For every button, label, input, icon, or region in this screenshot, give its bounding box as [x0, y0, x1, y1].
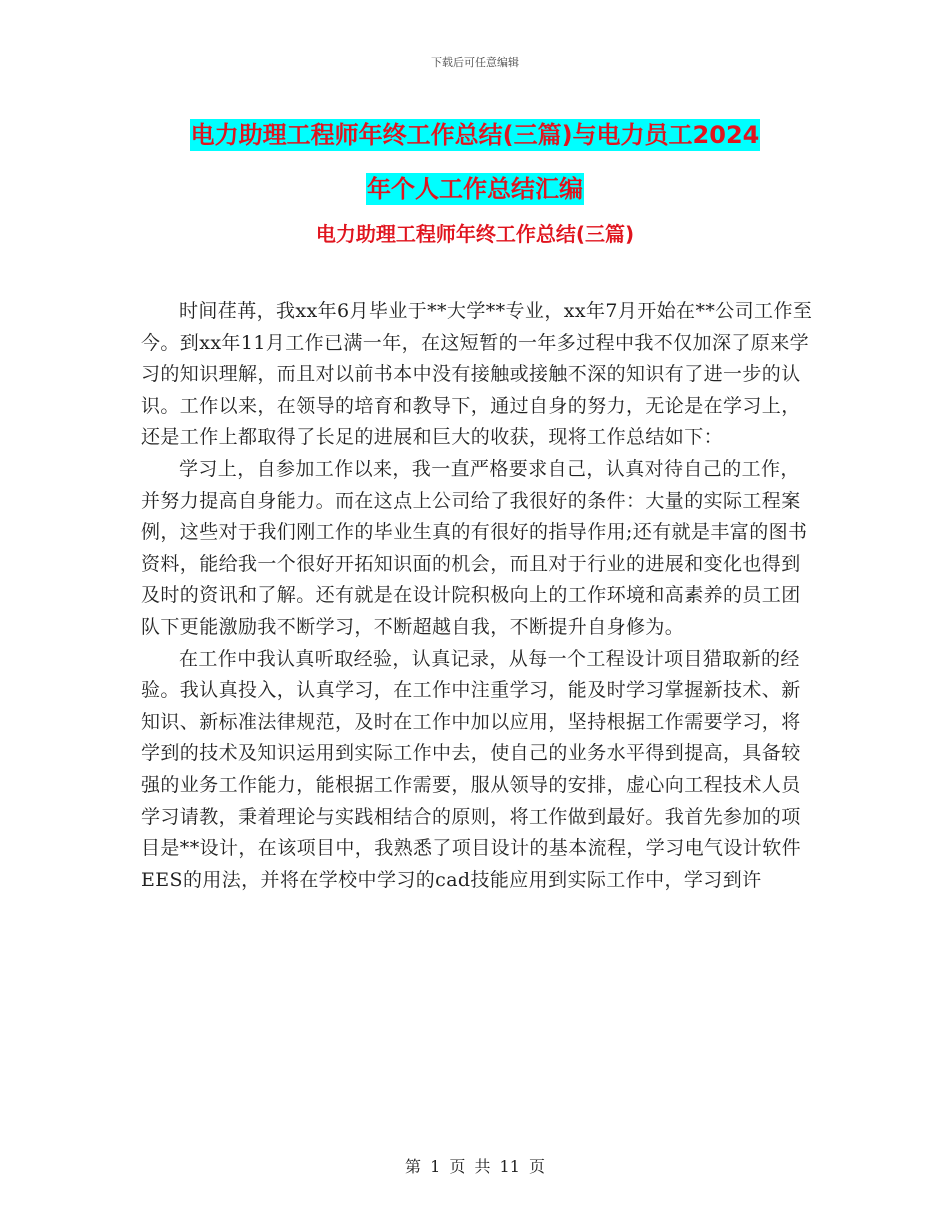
document-title-line2: 年个人工作总结汇编	[367, 175, 583, 203]
paragraph: 时间荏苒，我xx年6月毕业于**大学**专业，xx年7月开始在**公司工作至今。到xx年11月工作已满一年，在这短暂的一年多过程中我不仅加深了原来学习的知识理解，而且对以前书本中没有接触或接触不深的知识有了进一步的认识。工作以来，在领导的培育和教导下，通过自身的努力，无论是在学习上，还是工作上都取得了长足的进展和巨大的收获，现将工作总结如下：	[141, 300, 813, 449]
paragraph: 在工作中我认真听取经验，认真记录，从每一个工程设计项目猎取新的经验。我认真投入，认真学习，在工作中注重学习，能及时学习掌握新技术、新知识、新标准法律规范，及时在工作中加以应用，坚持根据工作需要学习，将学到的技术及知识运用到实际工作中去，使自己的业务水平得到提高，具备较强的业务工作能力，能根据工作需要，服从领导的安排，虚心向工程技术人员学习请教，秉着理论与实践相结合的原则，将工作做到最好。我首先参加的项目是**设计，在该项目中，我熟悉了项目设计的基本流程，学习电气设计软件EES的用法，并将在学校中学习的cad技能应用到实际工作中，学习到许	[141, 647, 802, 891]
document-title-line1: 电力助理工程师年终工作总结(三篇)与电力员工2024	[190, 121, 760, 149]
paragraph: 学习上，自参加工作以来，我一直严格要求自己，认真对待自己的工作，并努力提高自身能力。而在这点上公司给了我很好的条件：大量的实际工程案例，这些对于我们刚工作的毕业生真的有很好的指导作用;还有就是丰富的图书资料，能给我一个很好开拓知识面的机会，而且对于行业的进展和变化也得到及时的资讯和了解。还有就是在设计院积极向上的工作环境和高素养的员工团队下更能激励我不断学习，不断超越自我，不断提升自身修为。	[141, 457, 808, 638]
document-title	[140, 108, 810, 216]
page-header-note: 下载后可任意编辑	[431, 56, 519, 69]
section-title: 电力助理工程师年终工作总结(三篇)	[315, 222, 635, 246]
document-body	[141, 296, 813, 896]
page-footer-number: 第 1 页 共 11 页	[405, 1157, 545, 1176]
